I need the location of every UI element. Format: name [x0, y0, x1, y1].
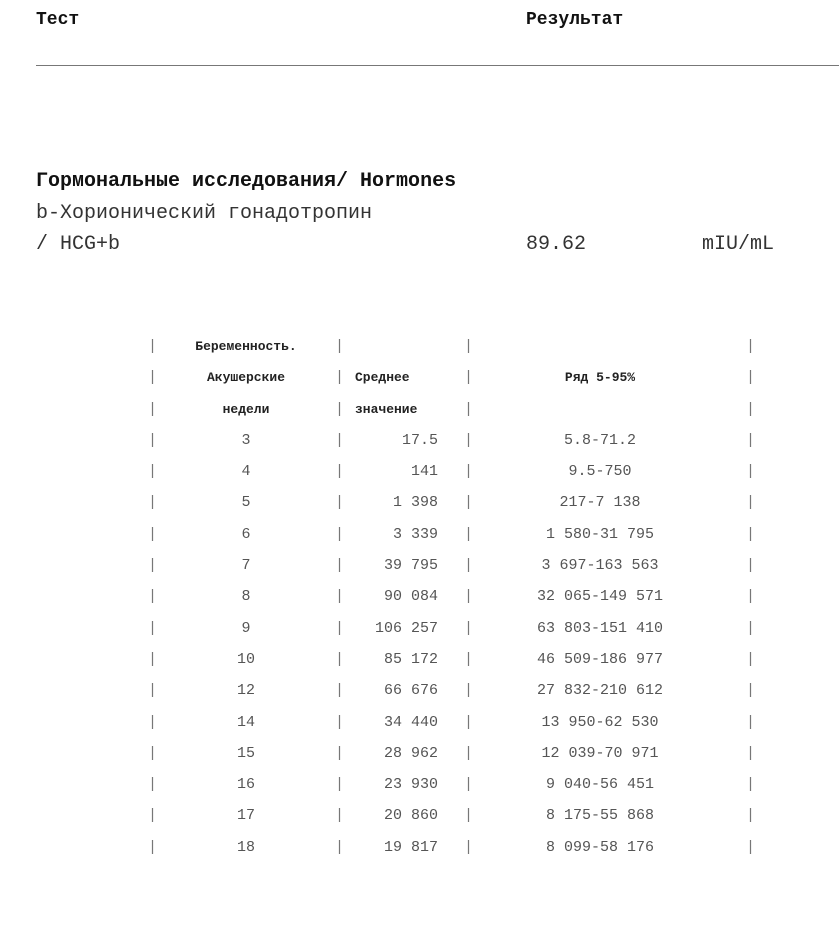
cell-week: 7 [241, 557, 251, 575]
cell-range: 12 039-70 971 [541, 744, 659, 762]
column-separator: | [148, 557, 158, 575]
cell-week: 17 [236, 807, 255, 825]
table-row [145, 425, 765, 456]
cell-week: 9 [241, 619, 251, 637]
table-row [145, 456, 765, 487]
section-title: Гормональные исследования/ Hormones [36, 170, 457, 193]
cell-mean: Среднее [355, 370, 410, 386]
cell-range: 32 065-149 571 [536, 588, 664, 606]
column-separator: | [148, 776, 158, 794]
cell-week: 14 [236, 713, 255, 731]
column-separator: | [464, 557, 474, 575]
column-separator: | [464, 431, 474, 449]
cell-mean: 85 172 [383, 650, 438, 668]
table-row [145, 800, 765, 831]
column-separator: | [148, 682, 158, 700]
column-separator: | [746, 744, 756, 762]
column-separator: | [746, 525, 756, 543]
column-separator: | [148, 619, 158, 637]
column-separator: | [335, 619, 345, 637]
column-separator: | [746, 807, 756, 825]
column-separator: | [335, 588, 345, 606]
cell-mean: 141 [410, 463, 438, 481]
column-separator: | [335, 776, 345, 794]
column-separator: | [464, 369, 474, 387]
column-separator: | [148, 463, 158, 481]
column-separator: | [464, 525, 474, 543]
cell-range: 3 697-163 563 [541, 557, 659, 575]
column-separator: | [464, 838, 474, 856]
test-result-value: 89.62 [526, 233, 587, 256]
column-separator: | [464, 400, 474, 418]
column-separator: | [746, 369, 756, 387]
cell-week: 10 [236, 650, 255, 668]
cell-range: 8 099-58 176 [545, 838, 655, 856]
cell-week: 5 [241, 494, 251, 512]
column-separator: | [464, 682, 474, 700]
column-separator: | [464, 463, 474, 481]
column-separator: | [148, 431, 158, 449]
column-separator: | [335, 744, 345, 762]
column-separator: | [148, 713, 158, 731]
cell-mean: 19 817 [383, 838, 438, 856]
column-separator: | [464, 588, 474, 606]
column-separator: | [335, 400, 345, 418]
table-row [145, 738, 765, 769]
header-test-label: Тест [36, 10, 80, 30]
table-row [145, 675, 765, 706]
column-separator: | [746, 650, 756, 668]
table-row [145, 581, 765, 612]
table-row [145, 769, 765, 800]
cell-mean: 20 860 [383, 807, 438, 825]
column-separator: | [746, 713, 756, 731]
cell-mean: значение [355, 401, 418, 417]
column-separator: | [148, 838, 158, 856]
column-separator: | [746, 338, 756, 355]
cell-week: 18 [236, 838, 255, 856]
cell-week: недели [222, 401, 270, 417]
cell-week: Акушерские [206, 370, 285, 386]
cell-week: 16 [236, 776, 255, 794]
column-separator: | [335, 338, 345, 355]
cell-mean: 34 440 [383, 713, 438, 731]
cell-mean: 1 398 [392, 494, 438, 512]
cell-mean: 106 257 [374, 619, 438, 637]
column-separator: | [464, 776, 474, 794]
test-name-line2: / HCG+b [36, 233, 121, 256]
column-separator: | [746, 431, 756, 449]
cell-range: 13 950-62 530 [541, 713, 659, 731]
cell-range: 46 509-186 977 [536, 650, 664, 668]
cell-week: 8 [241, 588, 251, 606]
table-row [145, 487, 765, 518]
column-separator: | [148, 369, 158, 387]
cell-week: 4 [241, 463, 251, 481]
cell-mean: 39 795 [383, 557, 438, 575]
cell-range: 27 832-210 612 [536, 682, 664, 700]
column-separator: | [148, 400, 158, 418]
column-separator: | [746, 588, 756, 606]
reference-table [145, 331, 765, 863]
cell-week: 6 [241, 525, 251, 543]
table-row [145, 519, 765, 550]
column-separator: | [464, 619, 474, 637]
column-separator: | [335, 525, 345, 543]
column-separator: | [746, 494, 756, 512]
column-separator: | [746, 400, 756, 418]
cell-mean: 17.5 [401, 431, 438, 449]
column-separator: | [148, 525, 158, 543]
cell-range: 5.8-71.2 [563, 431, 636, 449]
cell-week: 15 [236, 744, 255, 762]
column-separator: | [335, 557, 345, 575]
column-separator: | [746, 557, 756, 575]
column-separator: | [464, 744, 474, 762]
column-separator: | [464, 650, 474, 668]
column-separator: | [148, 650, 158, 668]
table-row [145, 613, 765, 644]
column-separator: | [746, 838, 756, 856]
cell-mean: 28 962 [383, 744, 438, 762]
column-separator: | [464, 807, 474, 825]
column-separator: | [335, 713, 345, 731]
column-separator: | [335, 682, 345, 700]
cell-mean: 3 339 [392, 525, 438, 543]
column-separator: | [335, 650, 345, 668]
column-separator: | [335, 369, 345, 387]
cell-range: 217-7 138 [559, 494, 641, 512]
column-separator: | [746, 682, 756, 700]
column-separator: | [335, 463, 345, 481]
cell-range: Ряд 5-95% [564, 370, 636, 386]
column-separator: | [335, 431, 345, 449]
cell-range: 63 803-151 410 [536, 619, 664, 637]
table-row [145, 832, 765, 863]
test-name-line1: b-Хорионический гонадотропин [36, 202, 373, 225]
column-separator: | [464, 713, 474, 731]
table-header-row [145, 331, 765, 362]
cell-range: 8 175-55 868 [545, 807, 655, 825]
cell-range: 9 040-56 451 [545, 776, 655, 794]
column-separator: | [464, 338, 474, 355]
cell-range: 9.5-750 [568, 463, 632, 481]
column-separator: | [148, 588, 158, 606]
column-separator: | [335, 494, 345, 512]
column-separator: | [746, 776, 756, 794]
column-separator: | [335, 838, 345, 856]
table-row [145, 707, 765, 738]
table-header-row [145, 394, 765, 425]
cell-mean: 66 676 [383, 682, 438, 700]
column-separator: | [746, 619, 756, 637]
test-result-unit: mIU/mL [702, 233, 775, 256]
cell-mean: 23 930 [383, 776, 438, 794]
column-separator: | [335, 807, 345, 825]
column-separator: | [148, 744, 158, 762]
column-separator: | [148, 494, 158, 512]
table-header-row [145, 362, 765, 393]
header-result-label: Результат [526, 10, 624, 30]
column-separator: | [148, 338, 158, 355]
cell-mean: 90 084 [383, 588, 438, 606]
cell-week: 12 [236, 682, 255, 700]
cell-week: 3 [241, 431, 251, 449]
table-row [145, 644, 765, 675]
column-separator: | [148, 807, 158, 825]
cell-range: 1 580-31 795 [545, 525, 655, 543]
column-separator: | [464, 494, 474, 512]
cell-week: Беременность. [195, 339, 297, 354]
column-separator: | [746, 463, 756, 481]
header-divider [36, 65, 839, 66]
table-row [145, 550, 765, 581]
